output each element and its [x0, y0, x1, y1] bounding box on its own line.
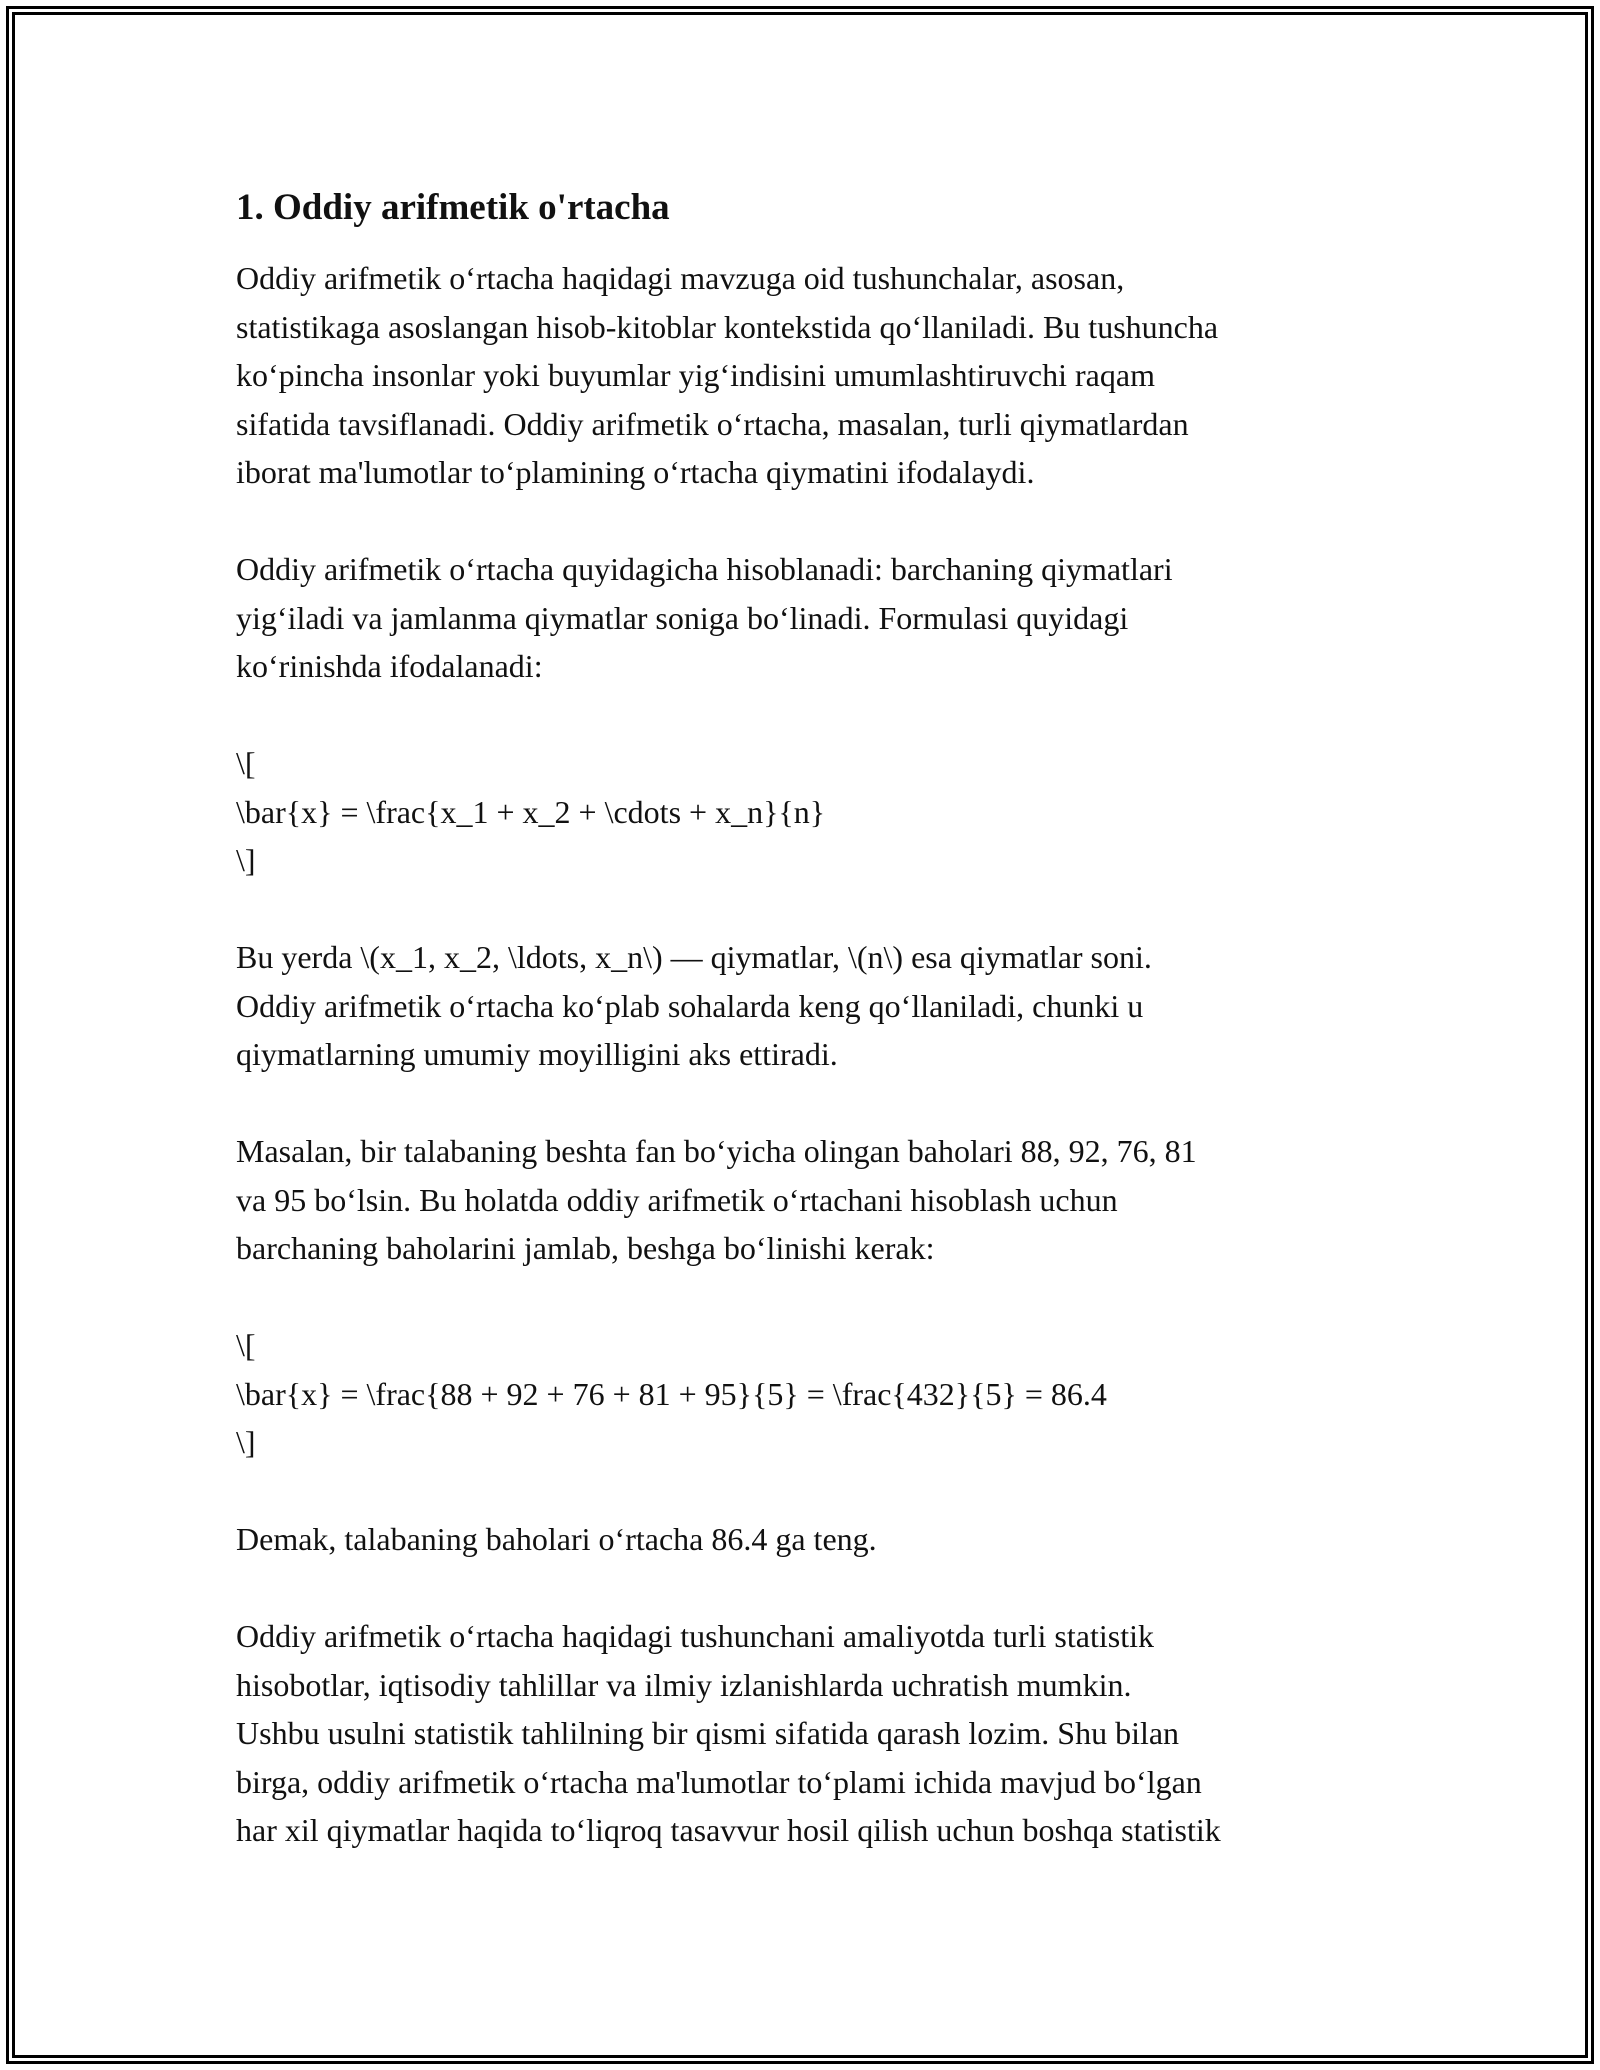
- text-line: \bar{x} = \frac{x_1 + x_2 + \cdots + x_n}{n}: [236, 793, 826, 830]
- document-page: [236, 184, 1386, 1903]
- text-line: Ushbu usulni statistik tahlilning bir qismi sifatida qarash lozim. Shu bilan: [236, 1715, 1180, 1751]
- text-line: hisobotlar, iqtisodiy tahlillar va ilmiy izlanishlarda uchratish mumkin.: [236, 1666, 1132, 1703]
- text-line: \[: [236, 745, 256, 781]
- document-body: [236, 254, 1386, 1855]
- paragraph: [236, 545, 1386, 691]
- section-heading: 1. Oddiy arifmetik o'rtacha: [236, 187, 670, 228]
- paragraph: [236, 254, 1386, 497]
- text-line: \bar{x} = \frac{88 + 92 + 76 + 81 + 95}{5} = \frac{432}{5} = 86.4: [236, 1375, 1107, 1412]
- text-line: Demak, talabaning baholari o‘rtacha 86.4 ga teng.: [236, 1521, 877, 1557]
- paragraph: [236, 933, 1386, 1079]
- text-line: \]: [236, 1424, 256, 1460]
- text-line: \[: [236, 1327, 256, 1363]
- paragraph: [236, 1321, 1386, 1467]
- text-line: birga, oddiy arifmetik o‘rtacha ma'lumotlar to‘plami ichida mavjud bo‘lgan: [236, 1763, 1202, 1800]
- text-line: ko‘rinishda ifodalanadi:: [236, 648, 543, 684]
- text-line: har xil qiymatlar haqida to‘liqroq tasavvur hosil qilish uchun boshqa statistik: [236, 1812, 1221, 1848]
- paragraph: [236, 739, 1386, 885]
- paragraph: [236, 1612, 1386, 1855]
- paragraph: [236, 1515, 1386, 1564]
- text-line: va 95 bo‘lsin. Bu holatda oddiy arifmetik o‘rtachani hisoblash uchun: [236, 1181, 1118, 1218]
- text-line: yig‘iladi va jamlanma qiymatlar soniga bo‘linadi. Formulasi quyidagi: [236, 599, 1129, 636]
- text-line: Oddiy arifmetik o‘rtacha quyidagicha hisoblanadi: barchaning qiymatlari: [236, 551, 1173, 587]
- text-line: \]: [236, 842, 256, 878]
- text-line: barchaning baholarini jamlab, beshga bo‘linishi kerak:: [236, 1230, 935, 1266]
- text-line: Bu yerda \(x_1, x_2, \ldots, x_n\) — qiymatlar, \(n\) esa qiymatlar soni.: [236, 939, 1152, 975]
- text-line: Oddiy arifmetik o‘rtacha haqidagi tushunchani amaliyotda turli statistik: [236, 1618, 1154, 1654]
- text-line: Oddiy arifmetik o‘rtacha ko‘plab sohalarda keng qo‘llaniladi, chunki u: [236, 987, 1144, 1024]
- text-line: qiymatlarning umumiy moyilligini aks ettiradi.: [236, 1036, 838, 1072]
- text-line: sifatida tavsiflanadi. Oddiy arifmetik o‘rtacha, masalan, turli qiymatlardan: [236, 405, 1189, 442]
- text-line: iborat ma'lumotlar to‘plamining o‘rtacha qiymatini ifodalaydi.: [236, 454, 1035, 490]
- text-line: Oddiy arifmetik o‘rtacha haqidagi mavzuga oid tushunchalar, asosan,: [236, 260, 1125, 296]
- paragraph: [236, 1127, 1386, 1273]
- text-line: statistikaga asoslangan hisob-kitoblar kontekstida qo‘llaniladi. Bu tushuncha: [236, 308, 1219, 345]
- text-line: Masalan, bir talabaning beshta fan bo‘yicha olingan baholari 88, 92, 76, 81: [236, 1133, 1197, 1169]
- text-line: ko‘pincha insonlar yoki buyumlar yig‘indisini umumlashtiruvchi raqam: [236, 357, 1155, 393]
